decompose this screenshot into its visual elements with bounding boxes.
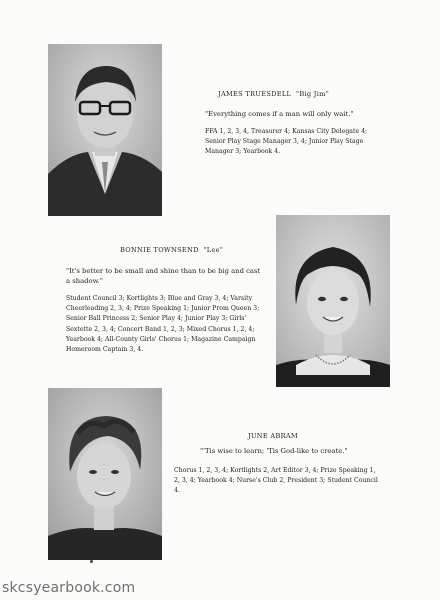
student-quote: "It's better to be small and shine than to be big and cast a shadow." [66, 267, 261, 285]
student-quote: "'Tis wise to learn; 'Tis God-like to create." [200, 447, 348, 455]
student-name: BONNIE TOWNSEND [120, 246, 199, 254]
student-quote: "Everything comes if a man will only wait." [205, 110, 354, 118]
student-activities: Chorus 1, 2, 3, 4; Kortlights 2, Art Editor 3, 4; Prize Speaking 1, 2, 3, 4; Yearbook 4; Nurse's Club 2, President 3; Student Council 4. [174, 467, 378, 495]
portrait-photo-james-truesdell [48, 44, 162, 216]
print-speck [90, 560, 93, 563]
student-activities: Student Council 3; Kortlights 3; Blue and Gray 3, 4; Varsity Cheerleading 2, 3, 4; Prize Speaking 1; Junior Prom Queen 3; Senior Ball Princess 2; Senior Play 4; Junior Play 3; Girls' Sextette 2, 3, 4; Concert Band 1, 2, 3; Mixed Chorus 1, 2, 4; Yearbook 4; All-County Girls' Chorus 1; Magazine Campaign Homeroom Captain 3, 4. [66, 295, 260, 354]
student-activities: FFA 1, 2, 3, 4, Treasurer 4; Kansas City Delegate 4; Senior Play Stage Manager 3, 4; Junior Play Stage Manager 3; Yearbook 4. [205, 128, 368, 156]
student-name-line [218, 90, 329, 98]
student-name-line [248, 432, 298, 440]
student-nickname: "Big Jim" [296, 90, 330, 98]
watermark-text: skcsyearbook.com [2, 580, 136, 596]
student-name-line [120, 246, 223, 254]
student-name: JAMES TRUESDELL [218, 90, 292, 98]
student-nickname: "Lee" [203, 246, 224, 254]
portrait-photo-bonnie-townsend [276, 215, 390, 387]
portrait-photo-june-abram [48, 388, 162, 560]
student-name: JUNE ABRAM [248, 432, 298, 440]
